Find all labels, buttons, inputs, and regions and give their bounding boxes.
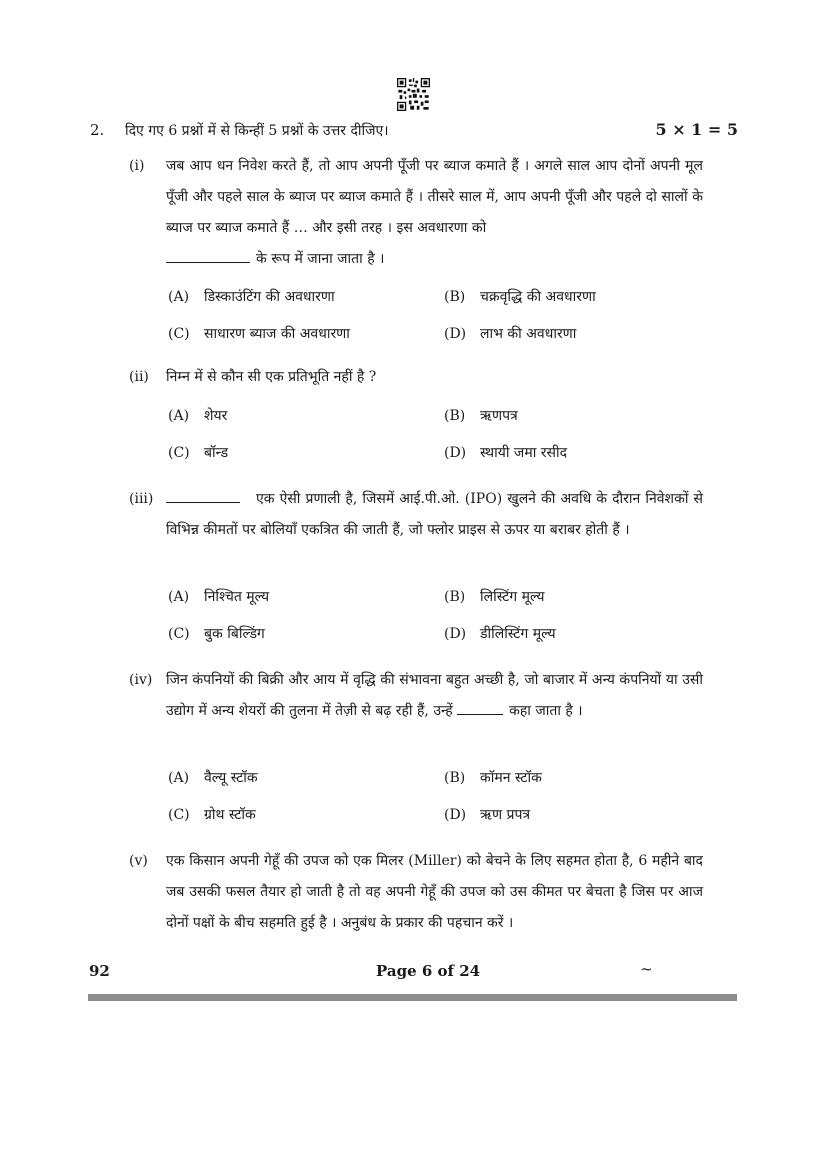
option-text: बॉन्ड xyxy=(204,445,229,461)
question-number: 2. xyxy=(90,121,105,139)
option-text: ऋणपत्र xyxy=(480,408,518,424)
answer-blank xyxy=(166,488,240,503)
question-text: एक ऐसी प्रणाली है, जिसमें आई.पी.ओ. (IPO) खुलने की अवधि के दौरान निवेशकों से विभिन्न कीमतों पर बोलियाँ एकत्रित की जाती हैं, जो फ्लोर प्राइस से ऊपर या बराबर होती हैं । xyxy=(166,491,703,538)
footer-rule xyxy=(88,994,737,1001)
option-text: वैल्यू स्टॉक xyxy=(204,770,258,786)
option-text: शेयर xyxy=(204,408,228,424)
option-text: निश्चित मूल्य xyxy=(204,589,270,605)
option-label: (D) xyxy=(444,807,467,823)
answer-blank xyxy=(457,700,503,715)
option-label: (A) xyxy=(168,408,190,424)
option xyxy=(444,768,542,787)
option-text: चक्रवृद्धि की अवधारणा xyxy=(480,289,596,305)
option xyxy=(168,768,258,787)
sub-question-text: एक किसान अपनी गेहूँ की उपज को एक मिलर (Miller) को बेचने के लिए सहमत होता है, 6 महीने बाद जब उसकी फसल तैयार हो जाती है तो वह अपनी गेहूँ की उपज को उस कीमत पर बेचता है जिस पर आज दोनों पक्षों के बीच सहमति हुई है । अनुबंध के प्रकार की पहचान करें । xyxy=(166,853,703,931)
option xyxy=(444,406,518,425)
option-label: (D) xyxy=(444,445,467,461)
option xyxy=(168,805,256,824)
sub-question-number: (iv) xyxy=(129,672,153,688)
sub-question-text xyxy=(166,151,703,275)
option-label: (A) xyxy=(168,289,190,305)
option-text: लाभ की अवधारणा xyxy=(480,326,577,342)
answer-blank xyxy=(166,248,250,263)
qr-code-icon xyxy=(397,78,430,111)
sub-question-text xyxy=(166,484,703,546)
option-label: (B) xyxy=(444,408,466,424)
option xyxy=(444,805,530,824)
option-label: (B) xyxy=(444,770,466,786)
question-instruction: दिए गए 6 प्रश्नों में से किन्हीं 5 प्रश्नों के उत्तर दीजिए। xyxy=(125,123,389,139)
option-label: (C) xyxy=(168,445,190,461)
question-marks: 5 × 1 = 5 xyxy=(655,120,738,139)
sub-question-text: निम्न में से कौन सी एक प्रतिभूति नहीं है ? xyxy=(166,369,377,385)
option-label: (C) xyxy=(168,807,190,823)
question-text-cont: के रूप में जाना जाता है । xyxy=(256,251,385,267)
option-text: स्थायी जमा रसीद xyxy=(480,445,568,461)
page-number: Page 6 of 24 xyxy=(376,962,481,980)
option xyxy=(168,624,265,643)
sub-question-number: (iii) xyxy=(129,491,154,507)
option-text: ग्रोथ स्टॉक xyxy=(204,807,256,823)
option-text: बुक बिल्डिंग xyxy=(204,626,265,642)
option-text: लिस्टिंग मूल्य xyxy=(480,589,545,605)
footer-mark: ~ xyxy=(640,960,653,978)
option-text: डिस्काउंटिंग की अवधारणा xyxy=(204,289,335,305)
option-label: (C) xyxy=(168,326,190,342)
option-text: डीलिस्टिंग मूल्य xyxy=(480,626,556,642)
option-label: (A) xyxy=(168,589,190,605)
option-label: (D) xyxy=(444,626,467,642)
option xyxy=(168,406,227,425)
option xyxy=(168,587,269,606)
question-text: जब आप धन निवेश करते हैं, तो आप अपनी पूँजी पर ब्याज कमाते हैं । अगले साल आप दोनों अपनी मूल पूँजी और पहले साल के ब्याज पर ब्याज कमाते हैं । तीसरे साल में, आप अपनी पूँजी और पहले दो सालों के ब्याज पर ब्याज कमाते हैं … और इसी तरह । इस अवधारणा को xyxy=(166,158,703,236)
question-text-cont: कहा जाता है । xyxy=(509,703,583,719)
option xyxy=(444,624,556,643)
option xyxy=(168,443,228,462)
option xyxy=(444,587,544,606)
sub-question-text xyxy=(166,665,703,727)
option xyxy=(444,324,576,343)
option-text: कॉमन स्टॉक xyxy=(480,770,542,786)
option-label: (A) xyxy=(168,770,190,786)
sub-question-number: (i) xyxy=(129,158,145,174)
option xyxy=(168,324,350,343)
option-label: (C) xyxy=(168,626,190,642)
option-label: (B) xyxy=(444,589,466,605)
option xyxy=(168,287,335,306)
paper-code: 92 xyxy=(89,962,110,980)
sub-question-number: (ii) xyxy=(129,369,149,385)
question-text: जिन कंपनियों की बिक्री और आय में वृद्धि की संभावना बहुत अच्छी है, जो बाजार में अन्य कंपनियों या उसी उद्योग में अन्य शेयरों की तुलना में तेज़ी से बढ़ रही हैं, उन्हें xyxy=(166,672,703,719)
option-label: (B) xyxy=(444,289,466,305)
option xyxy=(444,287,596,306)
option-text: ऋण प्रपत्र xyxy=(480,807,531,823)
option-text: साधारण ब्याज की अवधारणा xyxy=(204,326,350,342)
option xyxy=(444,443,567,462)
option-label: (D) xyxy=(444,326,467,342)
sub-question-number: (v) xyxy=(129,853,148,869)
